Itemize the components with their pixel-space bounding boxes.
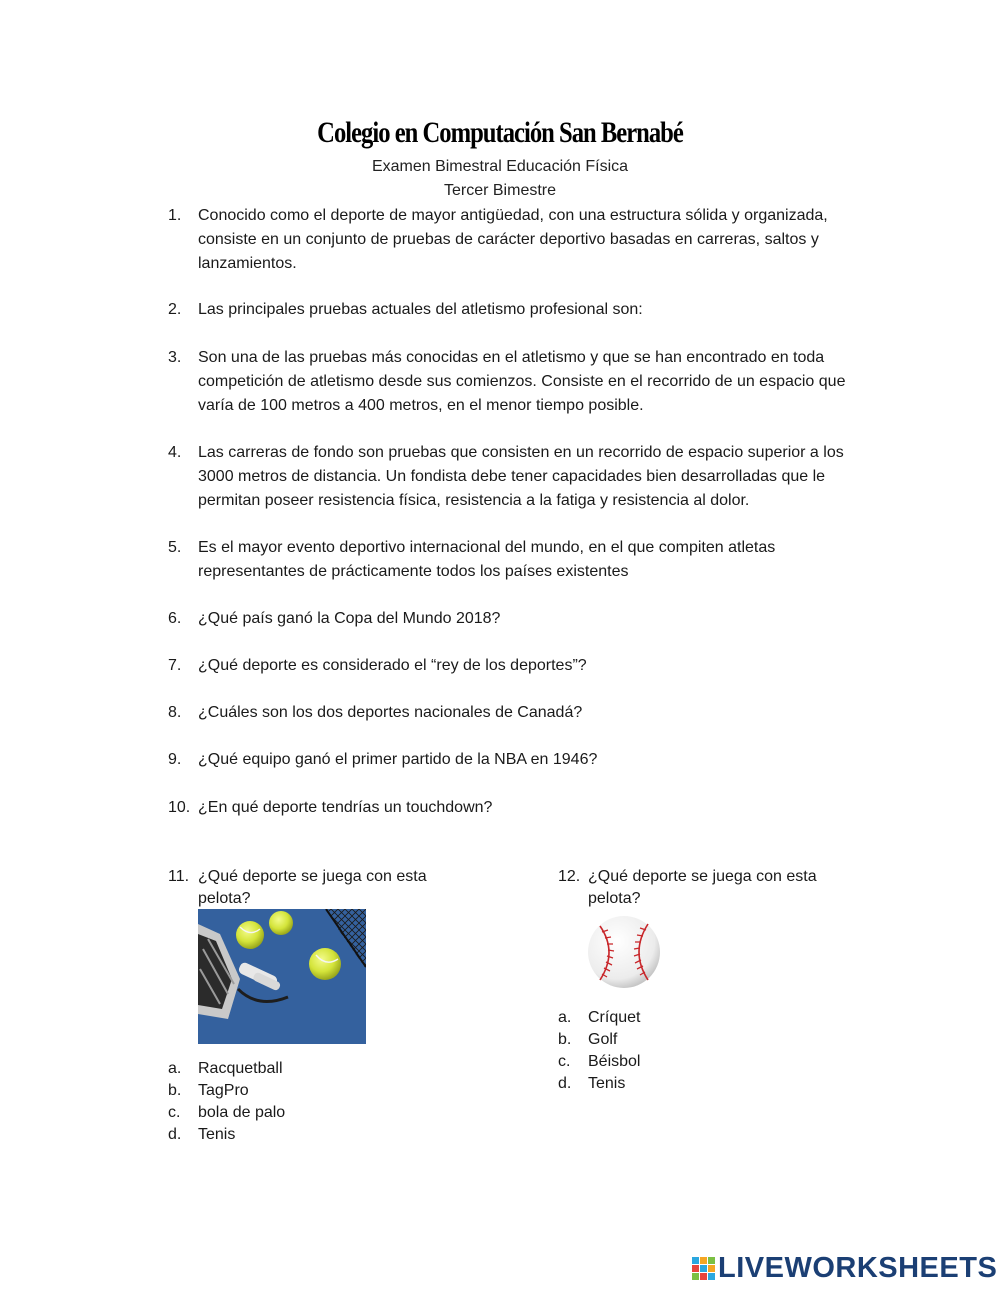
question-9 [168,748,868,772]
question-text: Las carreras de fondo son pruebas que consisten en un recorrido de espacio superior a los 3000 metros de distancia. Un fondista debe tener capacidades bien desarrolladas que le permitan poseer resistencia física, resistencia a la fatiga y resistencia al dolor. [198,444,844,509]
question-3 [168,346,868,418]
answer-option-b[interactable] [558,1029,758,1051]
question-number: 12. [558,868,581,885]
question-6 [168,607,868,631]
question-7 [168,654,868,678]
question-number: 1. [168,207,182,224]
q11-options [168,1058,368,1146]
option-letter: d. [558,1075,572,1092]
question-4 [168,441,868,513]
liveworksheets-logo[interactable] [692,1252,998,1287]
tennis-ball [236,921,264,949]
question-text: Las principales pruebas actuales del atletismo profesional son: [198,301,643,318]
baseball-icon [588,916,660,988]
logo-text: LIVEWORKSHEETS [718,1252,998,1284]
question-text: Conocido como el deporte de mayor antigüedad, con una estructura sólida y organizada, consiste en un conjunto de pruebas de carácter deportivo basadas en carreras, saltos y lanzamientos. [198,207,828,272]
option-letter: b. [558,1031,572,1048]
answer-option-c[interactable] [168,1102,368,1124]
question-text: ¿Qué país ganó la Copa del Mundo 2018? [198,610,501,627]
answer-option-a[interactable] [558,1007,758,1029]
question-number: 2. [168,301,182,318]
option-letter: b. [168,1082,182,1099]
tennis-ball [269,911,293,935]
answer-option-d[interactable] [168,1124,368,1146]
option-letter: a. [558,1009,572,1026]
option-label: Tenis [198,1126,236,1143]
option-letter: c. [558,1053,571,1070]
question-12 [558,866,858,910]
exam-subtitle: Examen Bimestral Educación Física [371,158,629,175]
option-label: Béisbol [588,1053,641,1070]
liveworksheets-logo-icon [692,1257,716,1281]
answer-option-d[interactable] [558,1073,758,1095]
answer-option-a[interactable] [168,1058,368,1080]
question-10 [168,796,868,820]
question-text: ¿Qué equipo ganó el primer partido de la NBA en 1946? [198,751,598,768]
question-number: 8. [168,704,182,721]
question-number: 4. [168,444,182,461]
term-subtitle: Tercer Bimestre [443,182,557,199]
page-title: Colegio en Computación San Bernabé [317,116,683,149]
question-text: Es el mayor evento deportivo internacional del mundo, en el que compiten atletas representantes de prácticamente todos los países existentes [198,539,776,580]
option-letter: c. [168,1104,181,1121]
question-number: 9. [168,751,182,768]
option-label: Tenis [588,1075,626,1092]
question-number: 5. [168,539,182,556]
baseball-image [586,914,662,990]
question-text: Son una de las pruebas más conocidas en el atletismo y que se han encontrado en toda competición de atletismo desde sus comienzos. Consiste en el recorrido de un espacio que varía de 100 metros a 400 metros, en el menor tiempo posible. [198,349,846,414]
q12-options [558,1007,758,1095]
tennis-court-image [198,909,366,1044]
question-number: 3. [168,349,182,366]
option-letter: a. [168,1060,182,1077]
option-label: Críquet [588,1009,641,1026]
question-11 [168,866,468,910]
option-label: Golf [588,1031,618,1048]
question-text: ¿Qué deporte se juega con esta pelota? [588,868,817,907]
option-label: bola de palo [198,1104,286,1121]
tennis-balls-photo [198,909,366,1044]
question-1 [168,204,868,276]
option-label: Racquetball [198,1060,283,1077]
tennis-ball [309,948,341,980]
answer-option-b[interactable] [168,1080,368,1102]
question-text: ¿En qué deporte tendrías un touchdown? [198,799,493,816]
question-text: ¿Qué deporte es considerado el “rey de los deportes”? [198,657,587,674]
answer-option-c[interactable] [558,1051,758,1073]
question-number: 7. [168,657,182,674]
question-text: ¿Qué deporte se juega con esta pelota? [198,868,427,907]
question-number: 10. [168,799,191,816]
question-text: ¿Cuáles son los dos deportes nacionales de Canadá? [198,704,583,721]
option-label: TagPro [198,1082,249,1099]
question-number: 11. [168,868,190,885]
question-number: 6. [168,610,182,627]
question-8 [168,701,868,725]
option-letter: d. [168,1126,182,1143]
question-5 [168,536,868,584]
question-2 [168,298,868,322]
